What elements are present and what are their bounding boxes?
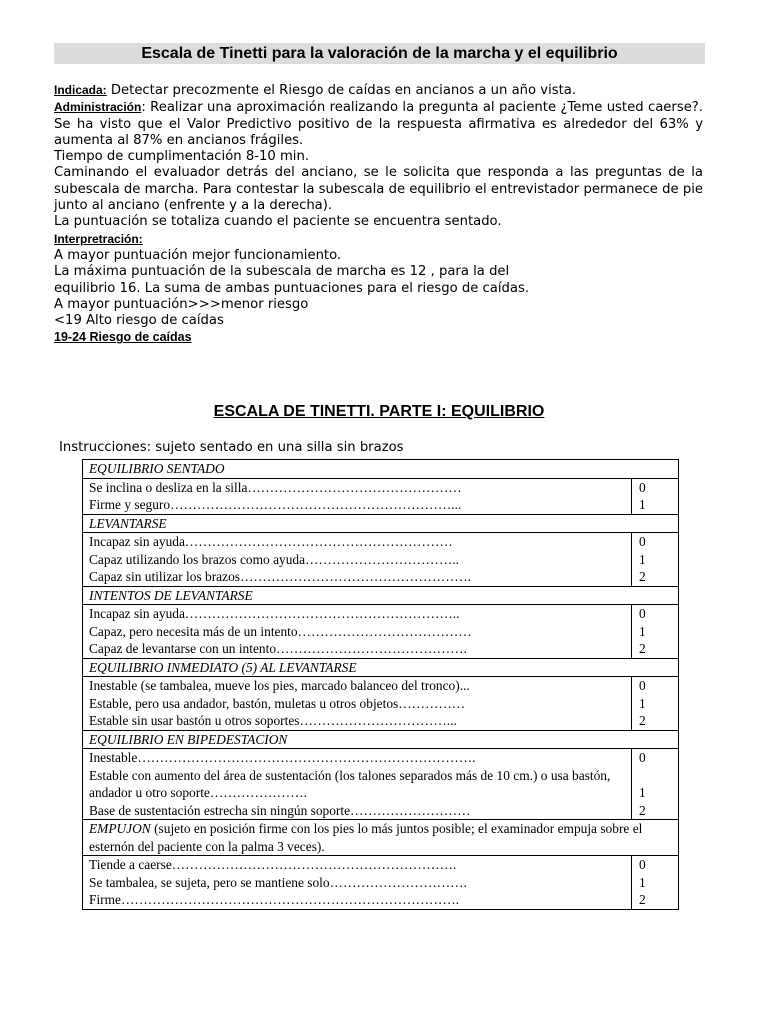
section-options-row [83,533,679,587]
option-text: Capaz utilizando los brazos como ayuda…………………………….. [89,551,460,567]
options-cell [83,677,632,731]
score-value: 1 [639,551,646,567]
section-options-row [83,749,679,820]
option-text: Firme y seguro………………………………………………………... [89,497,462,512]
option-text: Se tambalea, se sujeta, pero se mantiene solo…………………………. [89,874,467,890]
section-heading-title: EMPUJON [89,821,151,836]
score-value: 2 [639,641,646,656]
options-cell [83,533,632,587]
section-heading: LEVANTARSE [83,514,679,533]
score-value: 2 [639,802,646,818]
option-text: Base de sustentación estrecha sin ningún soporte……………………… [89,802,471,818]
interpretacion-label: Interpretración: [54,231,143,246]
score-value: 0 [639,534,646,549]
section-options-row [83,478,679,514]
document-title: Escala de Tinetti para la valoración de la marcha y el equilibrio [54,43,705,64]
intro-block [54,82,703,347]
scores-cell [632,533,679,587]
section-heading: INTENTOS DE LEVANTARSE [83,586,679,605]
interp-line: La máxima puntuación de la subescala de marcha es 12 , para la del [54,264,510,280]
administracion-paragraph [54,99,703,149]
score-value: 0 [639,678,646,693]
interp-line: A mayor puntuación>>>menor riesgo [54,296,309,312]
option-text: Estable con aumento del área de sustentación (los talones separados más de 10 cm.) o usa bastón, andador u otro soporte…………………. [89,767,611,800]
options-cell [83,749,632,820]
equilibrio-table [82,459,679,910]
instructions-text: Instrucciones: sujeto sentado en una silla sin brazos [59,440,404,455]
indicada-paragraph [54,82,703,99]
scores-cell [632,856,679,910]
score-value: 1 [639,874,646,890]
interpretacion-paragraph [54,231,703,248]
score-value: 0 [639,750,646,765]
section-options-row [83,856,679,910]
score-value: 1 [639,785,646,800]
interp-line: <19 Alto riesgo de caídas [54,313,224,329]
score-value: 1 [639,695,646,711]
puntuacion-text: La puntuación se totaliza cuando el paciente se encuentra sentado. [54,214,502,230]
section-heading [83,820,679,856]
options-cell [83,605,632,659]
scores-cell [632,677,679,731]
option-text: Incapaz sin ayuda…………………………………………………… [89,534,453,549]
score-value: 1 [639,623,646,639]
indicada-label: Indicada: [54,83,107,97]
score-value: 0 [639,479,646,495]
section-heading-note: (sujeto en posición firme con los pies lo más juntos posible; el examinador empuja sobre el esternón del paciente con la palma 3 veces). [89,821,643,854]
riesgo-final-paragraph [54,329,703,346]
section-heading-row [83,460,679,479]
administracion-label: Administración [54,100,142,115]
caminando-text: Caminando el evaluador detrás del anciano, se le solicita que responda a las preguntas de la subescala de marcha. Para contestar la subescala de equilibrio el entrevistador permanece de pie junto al anciano (enfrente y a la derecha). [54,165,703,214]
options-cell [83,478,632,514]
options-cell [83,856,632,910]
scores-cell [632,749,679,820]
section-options-row [83,605,679,659]
option-text: Incapaz sin ayuda…………………………………………………….. [89,606,460,621]
section-heading: EQUILIBRIO SENTADO [83,460,679,479]
tiempo-text: Tiempo de cumplimentación 8-10 min. [54,149,310,165]
interp-line: equilibrio 16. La suma de ambas puntuaciones para el riesgo de caídas. [54,280,530,296]
option-text: Estable sin usar bastón u otros soportes……………………………... [89,713,457,728]
option-text: Firme…………………………………………………………………. [89,892,460,907]
option-text: Inestable…………………………………………………………………. [89,750,476,765]
score-value: 2 [639,713,646,728]
administracion-text: : Realizar una aproximación realizando la pregunta al paciente ¿Teme usted caerse?. Se ha visto que el Valor Predictivo positivo de la respuesta afirmativa es alrededor del 63% y aumenta al 87% en ancianos frágiles. [54,100,703,148]
score-value: 2 [639,892,646,907]
section-heading: EQUILIBRIO INMEDIATO (5) AL LEVANTARSE [83,658,679,677]
score-spacer [639,767,678,785]
option-text: Se inclina o desliza en la silla………………………………………… [89,479,462,495]
part1-title: ESCALA DE TINETTI. PARTE I: EQUILIBRIO [213,403,545,420]
option-text: Capaz de levantarse con un intento……………………………………. [89,641,467,656]
score-value: 0 [639,857,646,872]
option-text: Capaz sin utilizar los brazos……………………………………………. [89,569,471,584]
indicada-text: Detectar precozmente el Riesgo de caídas en ancianos a un año vista. [106,83,577,98]
score-value: 0 [639,606,646,621]
riesgo-final: 19-24 Riesgo de caídas [54,330,192,345]
scores-cell [632,605,679,659]
option-text: Inestable (se tambalea, mueve los pies, marcado balanceo del tronco)... [89,678,470,693]
section-heading-row [83,514,679,533]
option-text: Estable, pero usa andador, bastón, muletas u otros objetos…………… [89,695,466,711]
section-options-row [83,677,679,731]
section-heading-row [83,586,679,605]
option-text: Tiende a caerse………………………………………………………. [89,857,457,872]
scores-cell [632,478,679,514]
section-heading: EQUILIBRIO EN BIPEDESTACION [83,730,679,749]
score-value: 1 [639,497,646,512]
section-heading-row [83,658,679,677]
section-heading-row [83,730,679,749]
score-value: 2 [639,569,646,584]
interp-line: A mayor puntuación mejor funcionamiento. [54,247,342,263]
option-text: Capaz, pero necesita más de un intento………………………………… [89,623,472,639]
section-heading-row [83,820,679,856]
